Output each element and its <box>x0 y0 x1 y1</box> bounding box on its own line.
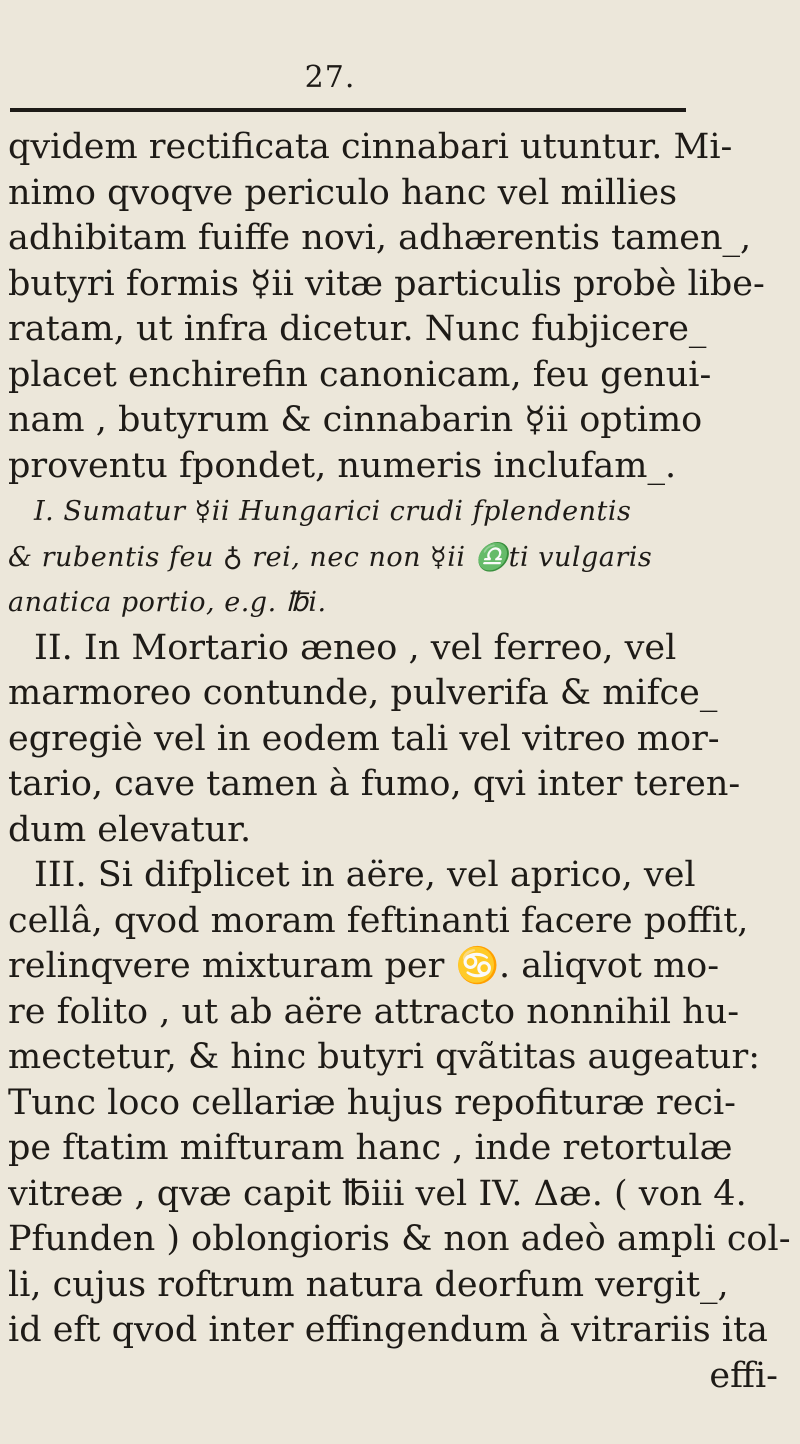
text-line: & rubentis feu ♁ rei, nec non ☿ii ♎ti vulgaris <box>8 541 653 573</box>
text-line: mectetur, & hinc butyri qvãtitas augeatur: <box>8 1037 760 1077</box>
text-line: nimo qvoqve periculo hanc vel millies <box>8 172 678 213</box>
text-line: proventu fpondet, numeris inclufam_. <box>8 445 677 486</box>
text-line: egregiè vel in eodem tali vel vitreo mor- <box>8 718 720 759</box>
body-text <box>8 125 798 1399</box>
text-line: tario, cave tamen à fumo, qvi inter teren- <box>8 764 741 804</box>
text-line: vitreæ , qvæ capit ℔iii vel IV. Δæ. ( von 4. <box>8 1173 747 1214</box>
text-line: marmoreo contunde, pulverifa & mifce_ <box>8 673 718 713</box>
numbered-step-1: I. Sumatur ☿ii Hungarici crudi fplendentis <box>34 496 632 527</box>
numbered-step-2: II. In Mortario æneo , vel ferreo, vel <box>34 627 677 668</box>
text-line: li, cujus roftrum natura deorfum vergit_, <box>8 1264 729 1305</box>
text-line: butyri formis ☿ii vitæ particulis probè libe- <box>8 263 765 304</box>
text-line: re folito , ut ab aëre attracto nonnihil hu- <box>8 991 740 1032</box>
text-line: Tunc loco cellariæ hujus repofituræ reci- <box>8 1082 736 1123</box>
text-line: Pfunden ) oblongioris & non adeò ampli col- <box>8 1219 791 1259</box>
text-line: relinqvere mixturam per ♋. aliqvot mo- <box>8 946 720 986</box>
text-line: qvidem rectificata cinnabari utuntur. Mi- <box>8 127 733 167</box>
numbered-step-3: III. Si difplicet in aëre, vel aprico, vel <box>34 855 696 895</box>
text-line: dum elevatur. <box>8 809 252 850</box>
header-rule <box>10 108 686 112</box>
text-line: cellâ, qvod moram feftinanti facere poffit, <box>8 900 749 941</box>
text-line: ratam, ut infra dicetur. Nunc fubjicere_ <box>8 309 707 349</box>
text-line: adhibitam fuiffe novi, adhærentis tamen_, <box>8 218 752 258</box>
text-line: placet enchirefin canonicam, feu genui- <box>8 354 712 395</box>
text-line: id eft qvod inter effingendum à vitrariis ita <box>8 1310 768 1350</box>
page-number: 27. <box>304 60 356 95</box>
text-line: anatica portio, e.g. ℔i. <box>8 587 327 618</box>
text-line: nam , butyrum & cinnabarin ☿ii optimo <box>8 400 703 440</box>
text-line: pe ftatim mifturam hanc , inde retortulæ <box>8 1128 733 1168</box>
catchword: effi- <box>709 1355 778 1396</box>
